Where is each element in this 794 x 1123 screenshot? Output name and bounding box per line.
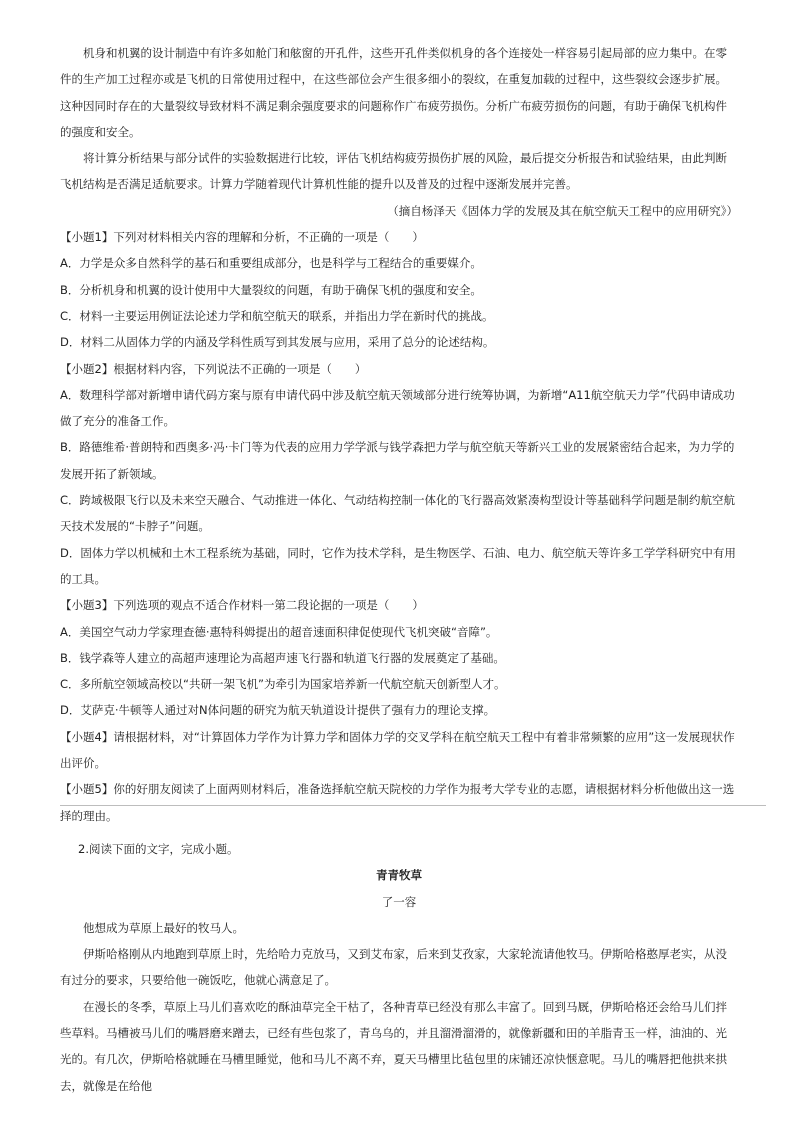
passage-paragraph-1: 机身和机翼的设计制造中有许多如舱门和舷窗的开孔件，这些开孔件类似机身的各个连接处一样容易引起局部的应力集中。在零件的生产加工过程亦或是飞机的日常使用过程中，在这些部位会产生很多细小的裂纹，在重复加载的过程中，这些裂纹会逐步扩展。这种因同时存在的大量裂纹导致材料不满足剩余强度要求的问题称作广布疲劳损伤。分析广布疲劳损伤的问题，有助于确保飞机构件的强度和安全。 xyxy=(60,46,727,139)
section-two xyxy=(60,836,738,1099)
question-3-option-c: C．多所航空领域高校以“共研一架飞机”为牵引为国家培养新一代航空航天创新型人才。 xyxy=(60,677,506,692)
question-2-option-d: D．固体力学以机械和土木工程系统为基础，同时，它作为技术学科，是生物医学、石油、电力、航空航天等许多工学学科研究中有用的工具。 xyxy=(60,545,736,586)
article-paragraph-2: 伊斯哈格刚从内地跑到草原上时，先给哈力克放马，又到艾布家，后来到艾孜家，大家轮流请他牧马。伊斯哈格憨厚老实，从没有过分的要求，只要给他一碗饭吃，他就心满意足了。 xyxy=(60,947,727,988)
question-2-option-c: C．跨域极限飞行以及未来空天融合、气动推进一体化、气动结构控制一体化的飞行器高效紧凑构型设计等基础科学问题是制约航空航天技术发展的“卡脖子”问题。 xyxy=(60,493,736,534)
question-1-option-b: B．分析机身和机翼的设计使用中大量裂纹的问题，有助于确保飞机的强度和安全。 xyxy=(60,282,482,297)
question-3-option-a: A．美国空气动力学家理查德·惠特科姆提出的超音速面积律促使现代飞机突破“音障”。 xyxy=(60,624,498,639)
question-3-option-b: B．钱学森等人建立的高超声速理论为高超声速飞行器和轨道飞行器的发展奠定了基础。 xyxy=(60,650,505,665)
question-2-option-a: A．数理科学部对新增申请代码方案与原有申请代码中涉及航空航天领域部分进行统筹协调，为新增“A11航空航天力学”代码申请成功做了充分的准备工作。 xyxy=(60,387,735,429)
question-1-option-d: D．材料二从固体力学的内涵及学科性质写到其发展与应用，采用了总分的论述结构。 xyxy=(60,335,495,350)
section-two-instruction: 2.阅读下面的文字，完成小题。 xyxy=(78,842,239,856)
question-3-stem: 【小题3】下列选项的观点不适合作材料一第二段论据的一项是（ ） xyxy=(60,598,424,613)
question-1-stem: 【小题1】下列对材料相关内容的理解和分析，不正确的一项是（ ） xyxy=(60,230,424,245)
question-5-stem: 【小题5】你的好朋友阅读了上面两则材料后，准备选择航空航天院校的力学作为报考大学专业的志愿，请根据材料分析他做出这一选择的理由。 xyxy=(60,782,735,823)
passage-paragraph-2: 将计算分析结果与部分试件的实验数据进行比较，评估飞机结构疲劳损伤扩展的风险，最后提交分析报告和试验结果，由此判断飞机结构是否满足适航要求。计算力学随着现代计算机性能的提升以及普及的过程中逐渐发展并完善。 xyxy=(60,151,727,192)
question-4-stem: 【小题4】请根据材料，对“计算固体力学作为计算力学和固体力学的交叉学科在航空航天工程中有着非常频繁的应用”这一发展现状作出评价。 xyxy=(60,729,735,771)
passage-source: （摘自杨泽天《固体力学的发展及其在航空航天工程中的应用研究》） xyxy=(387,203,738,218)
section-one xyxy=(60,40,738,829)
question-1-option-c: C．材料一主要运用例证法论述力学和航空航天的联系，并指出力学在新时代的挑战。 xyxy=(60,308,494,323)
article-title: 青青牧草 xyxy=(376,868,422,883)
question-2-stem: 【小题2】根据材料内容，下列说法不正确的一项是（ ） xyxy=(60,361,367,376)
article-paragraph-3: 在漫长的冬季，草原上马儿们喜欢吃的酥油草完全干枯了，各种青草已经没有那么丰富了。回到马厩，伊斯哈格还会给马儿们拌些草料。马槽被马儿们的嘴唇磨来蹭去，已经有些包浆了，青乌乌的，并且溜滑溜滑的，就像新疆和田的羊脂青玉一样，油油的、光光的。有几次，伊斯哈格就睡在马槽里睡觉，他和马儿不离不弃，夏天马槽里比毡包里的床铺还凉快惬意呢。马儿的嘴唇把他拱来拱去，就像是在给他 xyxy=(60,999,727,1093)
question-2-option-b: B．路德维希·普朗特和西奥多·冯·卡门等为代表的应用力学学派与钱学森把力学与航空航天等新兴工业的发展紧密结合起来，为力学的发展开拓了新领域。 xyxy=(60,440,735,481)
question-3-option-d: D．艾萨克·牛顿等人通过对N体问题的研究为航天轨道设计提供了强有力的理论支撑。 xyxy=(60,703,496,718)
article-author: 了一容 xyxy=(381,894,417,909)
question-1-option-a: A．力学是众多自然科学的基石和重要组成部分，也是科学与工程结合的重要媒介。 xyxy=(60,256,482,271)
article-paragraph-1: 他想成为草原上最好的牧马人。 xyxy=(83,920,244,935)
section-divider xyxy=(60,805,766,806)
